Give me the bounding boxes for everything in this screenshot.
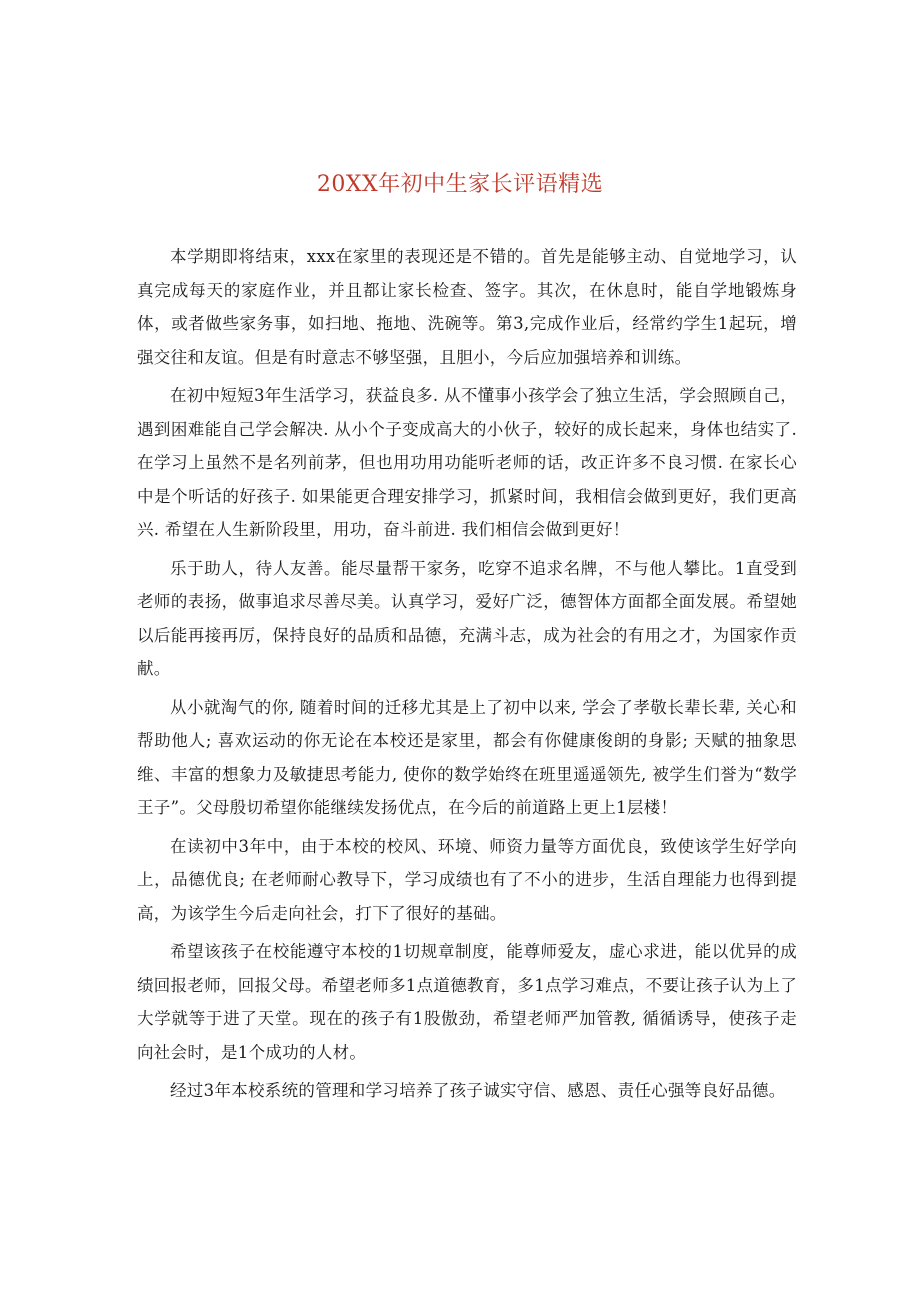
paragraph-5: 在读初中3年中，由于本校的校风、环境、师资力量等方面优良，致使该学生好学向上，品德优良; 在老师耐心教导下，学习成绩也有了不小的进步，生活自理能力也得到提高，为该学生今后走向社会，打下了很好的基础。	[137, 836, 797, 923]
paragraph-3: 乐于助人，待人友善。能尽量帮干家务，吃穿不追求名牌，不与他人攀比。1直受到老师的表扬，做事追求尽善尽美。认真学习，爱好广泛，德智体方面都全面发展。希望她以后能再接再厉，保持良好的品质和品德，充满斗志，成为社会的有用之才，为国家作贡献。	[137, 558, 797, 678]
paragraph-1: 本学期即将结束，xxx在家里的表现还是不错的。首先是能够主动、自觉地学习，认真完成每天的家庭作业，并且都让家长检查、签字。其次，在休息时，能自学地锻炼身体，或者做些家务事，如扫地、拖地、洗碗等。第3,完成作业后，经常约学生1起玩，增强交往和友谊。但是有时意志不够坚强，且胆小，今后应加强培养和训练。	[137, 247, 797, 367]
paragraph-2: 在初中短短3年生活学习，获益良多. 从不懂事小孩学会了独立生活，学会照顾自己，遇到困难能自己学会解决. 从小个子变成高大的小伙子，较好的成长起来，身体也结实了. 在学习上虽然不是名列前茅，但也用功用功能听老师的话，改正许多不良习惯. 在家长心中是个听话的好孩子. 如果能更合理安排学习，抓紧时间，我相信会做到更好，我们更高兴. 希望在人生新阶段里，用功，奋斗前进. 我们相信会做到更好！	[137, 386, 797, 539]
paragraph-6: 希望该孩子在校能遵守本校的1切规章制度，能尊师爱友，虚心求进，能以优异的成绩回报老师，回报父母。希望老师多1点道德教育，多1点学习难点，不要让孩子认为上了大学就等于进了天堂。现在的孩子有1股傲劲，希望老师严加管教, 循循诱导，使孩子走向社会时，是1个成功的人材。	[137, 942, 797, 1062]
document-body	[137, 240, 797, 1113]
paragraph-7: 经过3年本校系统的管理和学习培养了孩子诚实守信、感恩、责任心强等良好品德。	[170, 1081, 786, 1100]
paragraph-4: 从小就淘气的你, 随着时间的迁移尤其是上了初中以来, 学会了孝敬长辈长辈, 关心和帮助他人; 喜欢运动的你无论在本校还是家里，都会有你健康俊朗的身影; 天赋的抽象思维、丰富的想象力及敏捷思考能力, 使你的数学始终在班里遥遥领先, 被学生们誉为“数学王子”。父母殷切希望你能继续发扬优点，在今后的前道路上更上1层楼！	[137, 697, 797, 817]
document-title: 20XX年初中生家长评语精选	[316, 172, 604, 197]
